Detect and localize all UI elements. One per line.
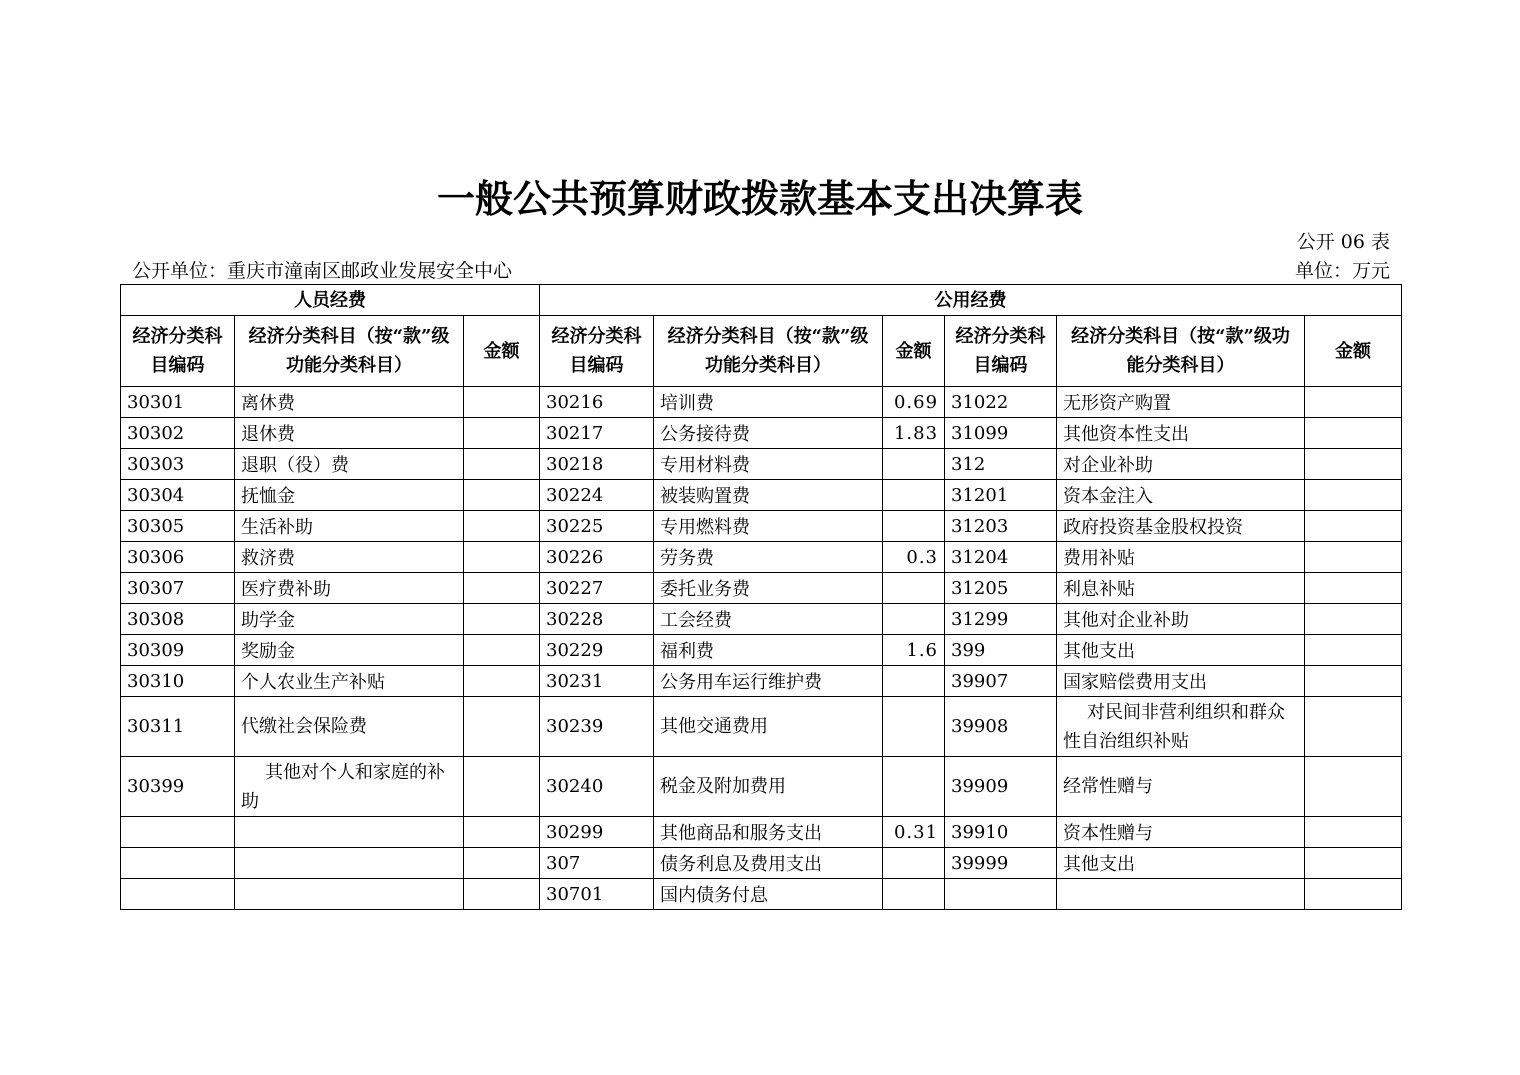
amount-cell [1305, 697, 1402, 757]
item-name-cell: 生活补助 [235, 511, 464, 542]
code-cell: 39999 [945, 848, 1057, 879]
code-cell: 30309 [121, 635, 235, 666]
code-cell: 30305 [121, 511, 235, 542]
item-name-cell: 退休费 [235, 418, 464, 449]
code-cell: 399 [945, 635, 1057, 666]
code-cell: 30701 [540, 879, 654, 910]
amount-cell [464, 848, 540, 879]
code-cell: 30299 [540, 817, 654, 848]
item-name-cell: 奖励金 [235, 635, 464, 666]
table-row [121, 697, 1402, 757]
item-name-cell: 资本性赠与 [1057, 817, 1305, 848]
code-cell: 30302 [121, 418, 235, 449]
table-row [121, 542, 1402, 573]
amount-cell [883, 480, 945, 511]
col-amount-header: 金额 [883, 316, 945, 387]
code-cell: 31205 [945, 573, 1057, 604]
amount-cell [883, 666, 945, 697]
amount-cell [464, 635, 540, 666]
table-row [121, 604, 1402, 635]
amount-cell [883, 757, 945, 817]
table-row [121, 480, 1402, 511]
section-personnel-header: 人员经费 [121, 285, 540, 316]
table-row [121, 387, 1402, 418]
amount-cell [464, 604, 540, 635]
item-name-cell: 税金及附加费用 [654, 757, 883, 817]
code-cell: 30306 [121, 542, 235, 573]
currency-unit: 单位：万元 [1294, 260, 1390, 282]
item-name-cell: 利息补贴 [1057, 573, 1305, 604]
code-cell: 30216 [540, 387, 654, 418]
code-cell: 31204 [945, 542, 1057, 573]
amount-cell [883, 511, 945, 542]
code-cell: 312 [945, 449, 1057, 480]
item-name-cell: 政府投资基金股权投资 [1057, 511, 1305, 542]
code-cell: 30308 [121, 604, 235, 635]
code-cell: 39909 [945, 757, 1057, 817]
code-cell: 30239 [540, 697, 654, 757]
amount-cell [883, 573, 945, 604]
item-name-cell: 退职（役）费 [235, 449, 464, 480]
item-name-cell: 资本金注入 [1057, 480, 1305, 511]
item-name-cell: 离休费 [235, 387, 464, 418]
item-name-cell: 公务用车运行维护费 [654, 666, 883, 697]
code-cell [121, 848, 235, 879]
table-row [121, 666, 1402, 697]
code-cell: 30301 [121, 387, 235, 418]
item-name-cell: 劳务费 [654, 542, 883, 573]
code-cell: 30310 [121, 666, 235, 697]
amount-cell [464, 817, 540, 848]
amount-cell [464, 418, 540, 449]
item-name-cell [235, 817, 464, 848]
item-name-cell: 费用补贴 [1057, 542, 1305, 573]
item-name-cell: 专用燃料费 [654, 511, 883, 542]
item-name-cell: 其他对个人和家庭的补助 [235, 757, 464, 817]
amount-cell [1305, 666, 1402, 697]
amount-cell [1305, 449, 1402, 480]
code-cell: 31022 [945, 387, 1057, 418]
amount-cell [883, 604, 945, 635]
item-name-cell [235, 879, 464, 910]
amount-cell [1305, 848, 1402, 879]
item-name-cell: 培训费 [654, 387, 883, 418]
section-public-header: 公用经费 [540, 285, 1402, 316]
item-name-cell: 对企业补助 [1057, 449, 1305, 480]
code-cell: 39910 [945, 817, 1057, 848]
code-cell [121, 879, 235, 910]
table-row [121, 817, 1402, 848]
code-cell [945, 879, 1057, 910]
amount-cell [883, 697, 945, 757]
item-name-cell: 医疗费补助 [235, 573, 464, 604]
item-name-cell: 委托业务费 [654, 573, 883, 604]
code-cell: 30304 [121, 480, 235, 511]
item-name-cell: 公务接待费 [654, 418, 883, 449]
code-cell: 30217 [540, 418, 654, 449]
code-cell: 30307 [121, 573, 235, 604]
item-name-cell: 救济费 [235, 542, 464, 573]
code-cell: 30218 [540, 449, 654, 480]
table-row [121, 757, 1402, 817]
item-name-cell: 国内债务付息 [654, 879, 883, 910]
code-cell: 31099 [945, 418, 1057, 449]
item-name-cell: 其他支出 [1057, 848, 1305, 879]
item-name-cell: 代缴社会保险费 [235, 697, 464, 757]
amount-cell [1305, 757, 1402, 817]
amount-cell: 0.69 [883, 387, 945, 418]
table-number: 公开 06 表 [1296, 231, 1390, 253]
item-name-cell: 其他对企业补助 [1057, 604, 1305, 635]
amount-cell: 0.31 [883, 817, 945, 848]
table-row [121, 418, 1402, 449]
col-amount-header: 金额 [1305, 316, 1402, 387]
code-cell: 30399 [121, 757, 235, 817]
amount-cell [1305, 635, 1402, 666]
amount-cell [464, 480, 540, 511]
col-name-header: 经济分类科目（按“款”级功能分类科目） [654, 316, 883, 387]
col-name-header: 经济分类科目（按“款”级功能分类科目） [1057, 316, 1305, 387]
code-cell: 30229 [540, 635, 654, 666]
code-cell: 39907 [945, 666, 1057, 697]
code-cell: 30303 [121, 449, 235, 480]
amount-cell [464, 879, 540, 910]
item-name-cell: 债务利息及费用支出 [654, 848, 883, 879]
code-cell: 30226 [540, 542, 654, 573]
item-name-cell: 其他商品和服务支出 [654, 817, 883, 848]
item-name-cell: 无形资产购置 [1057, 387, 1305, 418]
code-cell: 30228 [540, 604, 654, 635]
code-cell: 30224 [540, 480, 654, 511]
col-amount-header: 金额 [464, 316, 540, 387]
code-cell: 30240 [540, 757, 654, 817]
col-code-header: 经济分类科目编码 [540, 316, 654, 387]
code-cell: 307 [540, 848, 654, 879]
col-code-header: 经济分类科目编码 [945, 316, 1057, 387]
item-name-cell [1057, 879, 1305, 910]
item-name-cell: 专用材料费 [654, 449, 883, 480]
col-name-header: 经济分类科目（按“款”级功能分类科目） [235, 316, 464, 387]
reporting-unit: 公开单位：重庆市潼南区邮政业发展安全中心 [132, 260, 513, 282]
amount-cell [464, 573, 540, 604]
amount-cell [1305, 511, 1402, 542]
amount-cell: 1.6 [883, 635, 945, 666]
amount-cell [464, 697, 540, 757]
item-name-cell: 国家赔偿费用支出 [1057, 666, 1305, 697]
item-name-cell: 被装购置费 [654, 480, 883, 511]
table-row [121, 573, 1402, 604]
item-name-cell: 其他支出 [1057, 635, 1305, 666]
table-row [121, 879, 1402, 910]
col-code-header: 经济分类科目编码 [121, 316, 235, 387]
amount-cell [883, 879, 945, 910]
code-cell: 39908 [945, 697, 1057, 757]
page-title: 一般公共预算财政拨款基本支出决算表 [436, 176, 1083, 221]
item-name-cell: 福利费 [654, 635, 883, 666]
item-name-cell: 抚恤金 [235, 480, 464, 511]
amount-cell [464, 511, 540, 542]
amount-cell [464, 449, 540, 480]
code-cell [121, 817, 235, 848]
item-name-cell: 个人农业生产补贴 [235, 666, 464, 697]
table-row [121, 449, 1402, 480]
code-cell: 30227 [540, 573, 654, 604]
amount-cell [1305, 817, 1402, 848]
amount-cell: 0.3 [883, 542, 945, 573]
amount-cell [1305, 879, 1402, 910]
amount-cell [464, 666, 540, 697]
amount-cell [1305, 387, 1402, 418]
table-row [121, 848, 1402, 879]
amount-cell [883, 449, 945, 480]
amount-cell [464, 757, 540, 817]
table-row [121, 511, 1402, 542]
table-row [121, 635, 1402, 666]
amount-cell [1305, 418, 1402, 449]
item-name-cell: 其他资本性支出 [1057, 418, 1305, 449]
code-cell: 30231 [540, 666, 654, 697]
amount-cell [1305, 542, 1402, 573]
budget-table [120, 284, 1402, 910]
code-cell: 31201 [945, 480, 1057, 511]
amount-cell [1305, 604, 1402, 635]
amount-cell: 1.83 [883, 418, 945, 449]
amount-cell [1305, 573, 1402, 604]
code-cell: 30225 [540, 511, 654, 542]
amount-cell [883, 848, 945, 879]
code-cell: 31203 [945, 511, 1057, 542]
item-name-cell: 助学金 [235, 604, 464, 635]
code-cell: 31299 [945, 604, 1057, 635]
item-name-cell: 其他交通费用 [654, 697, 883, 757]
item-name-cell: 经常性赠与 [1057, 757, 1305, 817]
item-name-cell: 对民间非营利组织和群众性自治组织补贴 [1057, 697, 1305, 757]
amount-cell [1305, 480, 1402, 511]
item-name-cell [235, 848, 464, 879]
code-cell: 30311 [121, 697, 235, 757]
amount-cell [464, 542, 540, 573]
amount-cell [464, 387, 540, 418]
item-name-cell: 工会经费 [654, 604, 883, 635]
